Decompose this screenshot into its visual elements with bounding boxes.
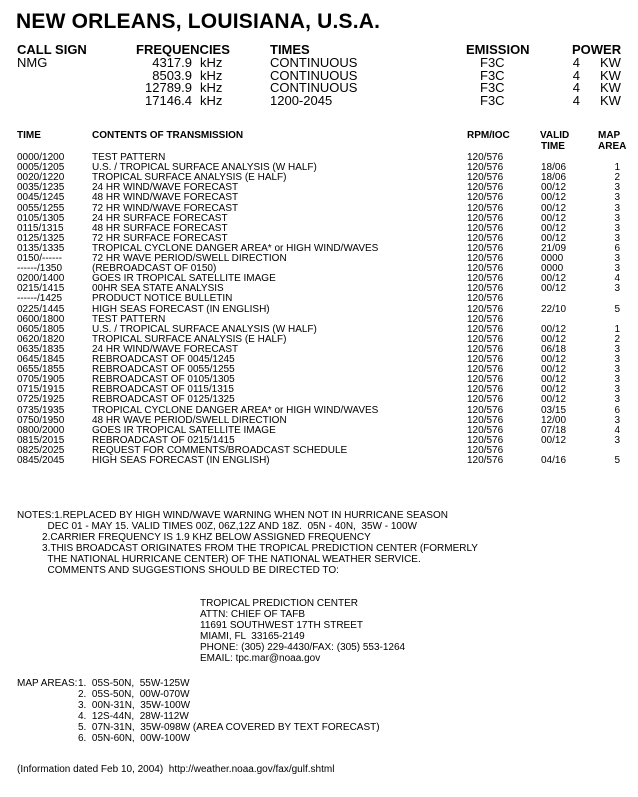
schedule-map-area: 3 <box>614 354 620 365</box>
power-unit: KW <box>600 55 621 70</box>
schedule-map-area: 3 <box>614 192 620 204</box>
schedule-map-area: 3 <box>614 343 620 355</box>
schedule-content: U.S. / TROPICAL SURFACE ANALYSIS (W HALF) <box>92 323 317 335</box>
schedule-content: HIGH SEAS FORECAST (IN ENGLISH) <box>92 303 270 315</box>
schedule-time: 0705/1905 <box>17 374 65 386</box>
schedule-valid-time: 07/18 <box>541 424 567 436</box>
schedule-content: REBROADCAST OF 0115/1315 <box>92 384 234 396</box>
schedule-content: PRODUCT NOTICE BULLETIN <box>92 293 233 305</box>
schedule-map-area: 3 <box>614 384 620 396</box>
schedule-map-area: 3 <box>614 212 620 224</box>
schedule-map-area: 3 <box>614 364 620 376</box>
schedule-rpm: 120/576 <box>467 283 504 295</box>
schedule-map-area: 4 <box>614 424 620 436</box>
schedule-rpm: 120/576 <box>467 172 504 184</box>
schedule-map-area: 3 <box>614 394 620 406</box>
schedule-map-area: 3 <box>614 202 620 214</box>
schedule-content: REBROADCAST OF 0215/1415 <box>92 434 235 446</box>
schedule-time: 0845/2045 <box>17 455 65 466</box>
schedule-valid-time: 0000 <box>541 253 564 264</box>
time-value: CONTINUOUS <box>270 80 358 96</box>
emission-value: F3C <box>480 93 505 109</box>
schedule-content: 72 HR SURFACE FORECAST <box>92 232 228 244</box>
schedule-map-area: 3 <box>614 222 620 234</box>
schedule-time: 0620/1820 <box>17 333 65 345</box>
schedule-rpm: 120/576 <box>467 202 504 214</box>
frequency-unit: kHz <box>200 93 223 109</box>
schedule-rpm: 120/576 <box>467 232 504 244</box>
schedule-valid-time: 00/12 <box>541 364 567 376</box>
schedule-rpm: 120/576 <box>467 242 504 254</box>
header-power: POWER <box>572 42 622 57</box>
schedule-map-area: 5 <box>614 455 620 466</box>
schedule-content: 24 HR WIND/WAVE FORECAST <box>92 343 239 355</box>
schedule-rpm: 120/576 <box>467 343 504 355</box>
emission-value: F3C <box>480 55 505 70</box>
map-areas-list: 1. 05S-50N, 55W-125W 2. 05S-50N, 00W-070W 3. 00N-31N, 35W-100W 4. 12S-44N, 28W-112W 5. 07N-31N, 35W-098W (AREA COVERED BY TEXT FORECAST) 6. 05N-60N, 00W-100W <box>78 678 380 744</box>
schedule-valid-time: 00/12 <box>541 394 567 406</box>
schedule-content: REBROADCAST OF 0045/1245 <box>92 354 235 365</box>
schedule-time: 0725/1925 <box>17 394 65 406</box>
schedule-content: TROPICAL SURFACE ANALYSIS (E HALF) <box>92 333 287 345</box>
schedule-header-rpm: RPM/IOC <box>467 130 510 141</box>
schedule-time: 0655/1855 <box>17 364 65 376</box>
schedule-content: REQUEST FOR COMMENTS/BROADCAST SCHEDULE <box>92 444 348 456</box>
schedule-rpm: 120/576 <box>467 162 504 174</box>
schedule-content: TROPICAL CYCLONE DANGER AREA* or HIGH WIND/WAVES <box>92 404 379 416</box>
power-value: 4 <box>572 80 580 96</box>
schedule-time: 0750/1950 <box>17 414 65 426</box>
schedule-content: REBROADCAST OF 0125/1325 <box>92 394 235 406</box>
schedule-valid-time: 00/12 <box>541 273 567 285</box>
schedule-map-area: 1 <box>614 323 620 335</box>
schedule-valid-time: 12/00 <box>541 414 567 426</box>
call-sign-value: NMG <box>17 55 48 70</box>
schedule-content: 72 HR WIND/WAVE FORECAST <box>92 202 239 214</box>
schedule-content: U.S. / TROPICAL SURFACE ANALYSIS (W HALF) <box>92 162 317 174</box>
schedule-valid-time: 0000 <box>541 263 564 275</box>
power-unit: KW <box>600 93 621 109</box>
schedule-time: 0815/2015 <box>17 434 65 446</box>
header-frequencies: FREQUENCIES <box>136 42 230 57</box>
frequency-value: 8503.9 <box>152 67 192 83</box>
schedule-header-time: TIME <box>17 130 41 141</box>
schedule-time: 0135/1335 <box>17 242 65 254</box>
schedule-time: 0200/1400 <box>17 273 65 285</box>
schedule-valid-time: 00/12 <box>541 323 567 335</box>
schedule-time: 0115/1315 <box>17 222 64 234</box>
schedule-time: 0800/2000 <box>17 424 65 436</box>
schedule-rpm: 120/576 <box>467 333 504 345</box>
schedule-rpm: 120/576 <box>467 293 504 305</box>
schedule-map-area: 2 <box>614 172 620 184</box>
schedule-valid-time: 00/12 <box>541 374 567 386</box>
schedule-content: REBROADCAST OF 0055/1255 <box>92 364 235 376</box>
time-value: CONTINUOUS <box>270 55 358 70</box>
schedule-content: TEST PATTERN <box>92 313 166 325</box>
schedule-map-area: 3 <box>614 232 620 244</box>
schedule-rpm: 120/576 <box>467 384 504 396</box>
schedule-time: 0020/1220 <box>17 172 65 184</box>
schedule-time: ------/1425 <box>17 293 63 305</box>
schedule-rpm: 120/576 <box>467 364 504 376</box>
schedule-map-area: 3 <box>614 182 620 194</box>
power-value: 4 <box>572 55 580 70</box>
power-unit: KW <box>600 67 621 83</box>
schedule-rpm: 120/576 <box>467 374 504 386</box>
schedule-time: 0715/1915 <box>17 384 65 396</box>
schedule-valid-time: 21/09 <box>541 242 567 254</box>
header-call-sign: CALL SIGN <box>17 42 87 57</box>
schedule-rpm: 120/576 <box>467 273 504 285</box>
schedule-rpm: 120/576 <box>467 444 504 456</box>
schedule-rpm: 120/576 <box>467 394 504 406</box>
schedule-map-area: 6 <box>614 242 620 254</box>
contact-address: TROPICAL PREDICTION CENTER ATTN: CHIEF OF TAFB 11691 SOUTHWEST 17TH STREET MIAMI, FL 33165-2149 PHONE: (305) 229-4430/FAX: (305) 553-1264 EMAIL: tpc.mar@noaa.gov <box>200 598 406 664</box>
schedule-time: 0600/1800 <box>17 313 65 325</box>
schedule-valid-time: 00/12 <box>541 283 567 295</box>
schedule-time: 0005/1205 <box>17 162 65 174</box>
schedule-valid-time: 00/12 <box>541 222 567 234</box>
schedule-time: 0735/1935 <box>17 404 65 416</box>
schedule-header-valid-time: TIME <box>541 141 565 152</box>
schedule-time: ------/1350 <box>17 263 63 275</box>
schedule-time: 0000/1200 <box>17 152 65 163</box>
schedule-time: 0225/1445 <box>17 303 65 315</box>
schedule-time: 0825/2025 <box>17 444 65 456</box>
schedule-rpm: 120/576 <box>467 404 504 416</box>
schedule-valid-time: 18/06 <box>541 162 567 174</box>
frequency-unit: kHz <box>200 80 223 96</box>
schedule-valid-time: 22/10 <box>541 303 567 315</box>
schedule-content: 48 HR WAVE PERIOD/SWELL DIRECTION <box>92 414 287 426</box>
map-areas-label: MAP AREAS: <box>17 678 78 689</box>
frequency-value: 12789.9 <box>145 80 192 96</box>
schedule-rpm: 120/576 <box>467 253 504 264</box>
schedule-valid-time: 00/12 <box>541 232 567 244</box>
time-value: CONTINUOUS <box>270 67 358 83</box>
schedule-header-valid: VALID <box>540 130 570 141</box>
schedule-rpm: 120/576 <box>467 222 504 234</box>
schedule-valid-time: 18/06 <box>541 172 567 184</box>
frequency-unit: kHz <box>200 55 223 70</box>
schedule-content: 72 HR WAVE PERIOD/SWELL DIRECTION <box>92 253 287 264</box>
schedule-rpm: 120/576 <box>467 424 504 436</box>
power-value: 4 <box>572 67 580 83</box>
footer-info: (Information dated Feb 10, 2004) http://weather.noaa.gov/fax/gulf.shtml <box>17 764 335 775</box>
time-value: 1200-2045 <box>270 93 333 109</box>
schedule-time: 0035/1235 <box>17 182 65 194</box>
notes: NOTES:1.REPLACED BY HIGH WIND/WAVE WARNING WHEN NOT IN HURRICANE SEASON DEC 01 - MAY 15. VALID TIMES 00Z, 06Z,12Z AND 18Z. 05N - 40N, 35W - 100W 2.CARRIER FREQUENCY IS 1.9 KHZ BELOW ASSIGNED FREQUENCY 3.THIS BROADCAST ORIGINATES FROM THE TROPICAL PREDICTION CENTER (FORMERLY THE NATIONAL HURRICANE CENTER) OF THE NATIONAL WEATHER SERVICE. COMMENTS AND SUGGESTIONS SHOULD BE DIRECTED TO: <box>17 510 478 576</box>
schedule-map-area: 4 <box>614 273 620 285</box>
schedule-valid-time: 00/12 <box>541 384 567 396</box>
schedule-map-area: 3 <box>614 374 620 386</box>
schedule-content: 48 HR SURFACE FORECAST <box>92 222 228 234</box>
schedule-map-area: 6 <box>614 404 620 416</box>
schedule-rpm: 120/576 <box>467 354 504 365</box>
schedule-valid-time: 03/15 <box>541 404 567 416</box>
schedule-time: 0045/1245 <box>17 192 65 204</box>
schedule-header-map: MAP <box>598 130 621 141</box>
schedule-time: 0125/1325 <box>17 232 65 244</box>
schedule-rpm: 120/576 <box>467 192 504 204</box>
emission-value: F3C <box>480 80 505 96</box>
schedule-header-area: AREA <box>598 141 627 152</box>
schedule-content: HIGH SEAS FORECAST (IN ENGLISH) <box>92 455 270 466</box>
schedule-time: 0055/1255 <box>17 202 65 214</box>
emission-value: F3C <box>480 67 505 83</box>
schedule-map-area: 3 <box>614 434 620 446</box>
schedule-valid-time: 00/12 <box>541 182 567 194</box>
schedule-content: 24 HR WIND/WAVE FORECAST <box>92 182 239 194</box>
schedule-map-area: 3 <box>614 263 620 275</box>
schedule-rpm: 120/576 <box>467 313 504 325</box>
schedule-time: 0105/1305 <box>17 212 65 224</box>
power-unit: KW <box>600 80 621 96</box>
schedule-valid-time: 06/18 <box>541 343 567 355</box>
schedule-valid-time: 00/12 <box>541 202 567 214</box>
schedule-content: TROPICAL CYCLONE DANGER AREA* or HIGH WIND/WAVES <box>92 242 379 254</box>
schedule-time: 0635/1835 <box>17 343 65 355</box>
schedule-valid-time: 00/12 <box>541 354 567 365</box>
schedule-valid-time: 00/12 <box>541 212 567 224</box>
power-value: 4 <box>572 93 580 109</box>
schedule-content: 24 HR SURFACE FORECAST <box>92 212 228 224</box>
schedule-rpm: 120/576 <box>467 212 504 224</box>
schedule-time: 0645/1845 <box>17 354 65 365</box>
schedule-time: 0215/1415 <box>17 283 65 295</box>
schedule-rpm: 120/576 <box>467 263 504 275</box>
schedule-time: 0605/1805 <box>17 323 65 335</box>
schedule-time: 0150/------ <box>17 253 63 264</box>
schedule-valid-time: 04/16 <box>541 455 567 466</box>
schedule-rpm: 120/576 <box>467 414 504 426</box>
schedule-content: 00HR SEA STATE ANALYSIS <box>92 283 224 295</box>
schedule-header-contents: CONTENTS OF TRANSMISSION <box>92 130 244 141</box>
frequency-unit: kHz <box>200 67 223 83</box>
header-times: TIMES <box>270 42 310 57</box>
schedule-rpm: 120/576 <box>467 323 504 335</box>
frequency-value: 17146.4 <box>145 93 192 109</box>
schedule-rpm: 120/576 <box>467 303 504 315</box>
schedule-rpm: 120/576 <box>467 434 504 446</box>
schedule-map-area: 1 <box>614 162 620 174</box>
schedule-content: 48 HR WIND/WAVE FORECAST <box>92 192 239 204</box>
schedule-map-area: 2 <box>614 333 620 345</box>
schedule-map-area: 5 <box>614 303 620 315</box>
schedule-valid-time: 00/12 <box>541 192 567 204</box>
schedule-rpm: 120/576 <box>467 455 504 466</box>
frequency-value: 4317.9 <box>152 55 192 70</box>
schedule-content: GOES IR TROPICAL SATELLITE IMAGE <box>92 424 276 436</box>
header-emission: EMISSION <box>466 42 530 57</box>
schedule-rpm: 120/576 <box>467 152 504 163</box>
schedule-content: (REBROADCAST OF 0150) <box>92 263 217 275</box>
schedule-content: TROPICAL SURFACE ANALYSIS (E HALF) <box>92 172 287 184</box>
schedule-valid-time: 00/12 <box>541 333 567 345</box>
schedule-map-area: 3 <box>614 414 620 426</box>
page-title: NEW ORLEANS, LOUISIANA, U.S.A. <box>16 10 381 33</box>
schedule-valid-time: 00/12 <box>541 434 567 446</box>
schedule-content: GOES IR TROPICAL SATELLITE IMAGE <box>92 273 276 285</box>
schedule-map-area: 3 <box>614 253 620 264</box>
schedule-map-area: 3 <box>614 283 620 295</box>
schedule-rpm: 120/576 <box>467 182 504 194</box>
schedule-content: REBROADCAST OF 0105/1305 <box>92 374 235 386</box>
schedule-content: TEST PATTERN <box>92 152 166 163</box>
